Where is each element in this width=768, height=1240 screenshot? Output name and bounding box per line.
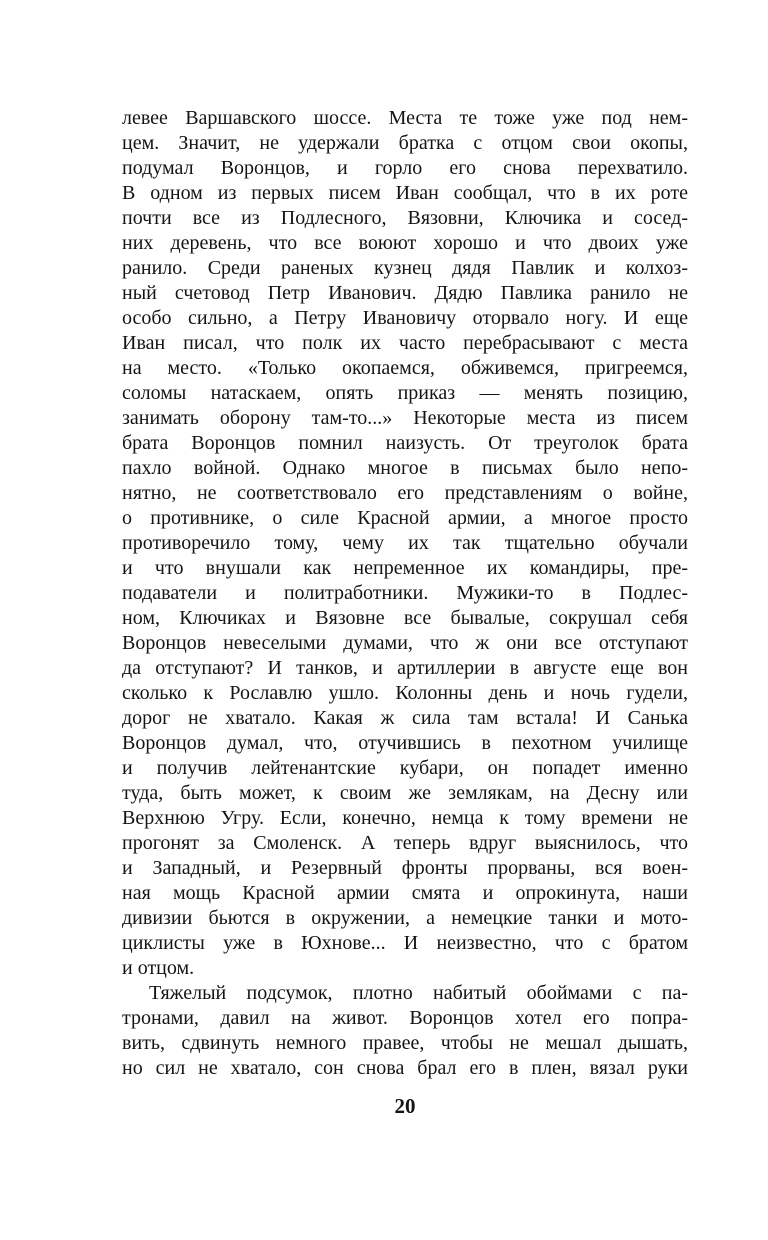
text-line: брата Воронцов помнил наизусть. От треуголок брата <box>122 432 688 454</box>
text-line: Воронцов невеселыми думами, что ж они все отступают <box>122 632 688 654</box>
text-line: почти все из Подлесного, Вязовни, Ключика и сосед- <box>122 207 688 229</box>
text-line: ранило. Среди раненых кузнец дядя Павлик и колхоз- <box>122 257 688 279</box>
text-line: цем. Значит, не удержали братка с отцом свои окопы, <box>122 132 688 154</box>
text-line: левее Варшавского шоссе. Места те тоже уже под нем- <box>122 107 688 129</box>
text-line: вить, сдвинуть немного правее, чтобы не мешал дышать, <box>122 1032 688 1054</box>
text-line: Верхнюю Угру. Если, конечно, немца к тому времени не <box>122 807 688 829</box>
text-line: ный счетовод Петр Иванович. Дядю Павлика ранило не <box>122 282 688 304</box>
text-line: туда, быть может, к своим же землякам, на Десну или <box>122 782 688 804</box>
text-line: Тяжелый подсумок, плотно набитый обоймами с па- <box>149 982 688 1004</box>
text-line: особо сильно, а Петру Ивановичу оторвало ногу. И еще <box>122 307 688 329</box>
text-line: тронами, давил на живот. Воронцов хотел его попра- <box>122 1007 688 1029</box>
text-line: дивизии бьются в окружении, а немецкие танки и мото- <box>122 907 688 929</box>
text-line: но сил не хватало, сон снова брал его в плен, вязал руки <box>122 1057 688 1079</box>
text-line: да отступают? И танков, и артиллерии в августе еще вон <box>122 657 688 679</box>
text-line: них деревень, что все воюют хорошо и что двоих уже <box>122 232 688 254</box>
text-line: Воронцов думал, что, отучившись в пехотном училище <box>122 732 688 754</box>
text-line: пахло войной. Однако многое в письмах было непо- <box>122 457 688 479</box>
text-line: подаватели и политработники. Мужики-то в Подлес- <box>122 582 688 604</box>
text-line: и получив лейтенантские кубари, он попадет именно <box>122 757 688 779</box>
text-line: подумал Воронцов, и горло его снова перехватило. <box>122 157 688 179</box>
text-line: занимать оборону там-то...» Некоторые места из писем <box>122 407 688 429</box>
text-line: ная мощь Красной армии смята и опрокинута, наши <box>122 882 688 904</box>
text-line: дорог не хватало. Какая ж сила там встала! И Санька <box>122 707 688 729</box>
text-line: на место. «Только окопаемся, обживемся, пригреемся, <box>122 357 688 379</box>
text-line: прогонят за Смоленск. А теперь вдруг выяснилось, что <box>122 832 688 854</box>
page-number: 20 <box>394 1094 416 1118</box>
text-line: соломы натаскаем, опять приказ — менять позицию, <box>122 382 688 404</box>
text-line: и отцом. <box>122 957 195 979</box>
text-column <box>122 106 688 1119</box>
text-line: и Западный, и Резервный фронты прорваны, вся воен- <box>122 857 688 879</box>
text-block <box>122 106 688 1081</box>
text-line: и что внушали как непременное их командиры, пре- <box>122 557 688 579</box>
text-line: нятно, не соответствовало его представлениям о войне, <box>122 482 688 504</box>
text-line: противоречило тому, чему их так тщательно обучали <box>122 532 688 554</box>
text-line: Иван писал, что полк их часто перебрасывают с места <box>122 332 688 354</box>
text-line: ном, Ключиках и Вязовне все бывалые, сокрушал себя <box>122 607 688 629</box>
text-line: о противнике, о силе Красной армии, а многое просто <box>122 507 688 529</box>
text-line: циклисты уже в Юхнове... И неизвестно, что с братом <box>122 932 688 954</box>
text-line: сколько к Рославлю ушло. Колонны день и ночь гудели, <box>122 682 688 704</box>
text-line: В одном из первых писем Иван сообщал, что в их роте <box>122 182 688 204</box>
